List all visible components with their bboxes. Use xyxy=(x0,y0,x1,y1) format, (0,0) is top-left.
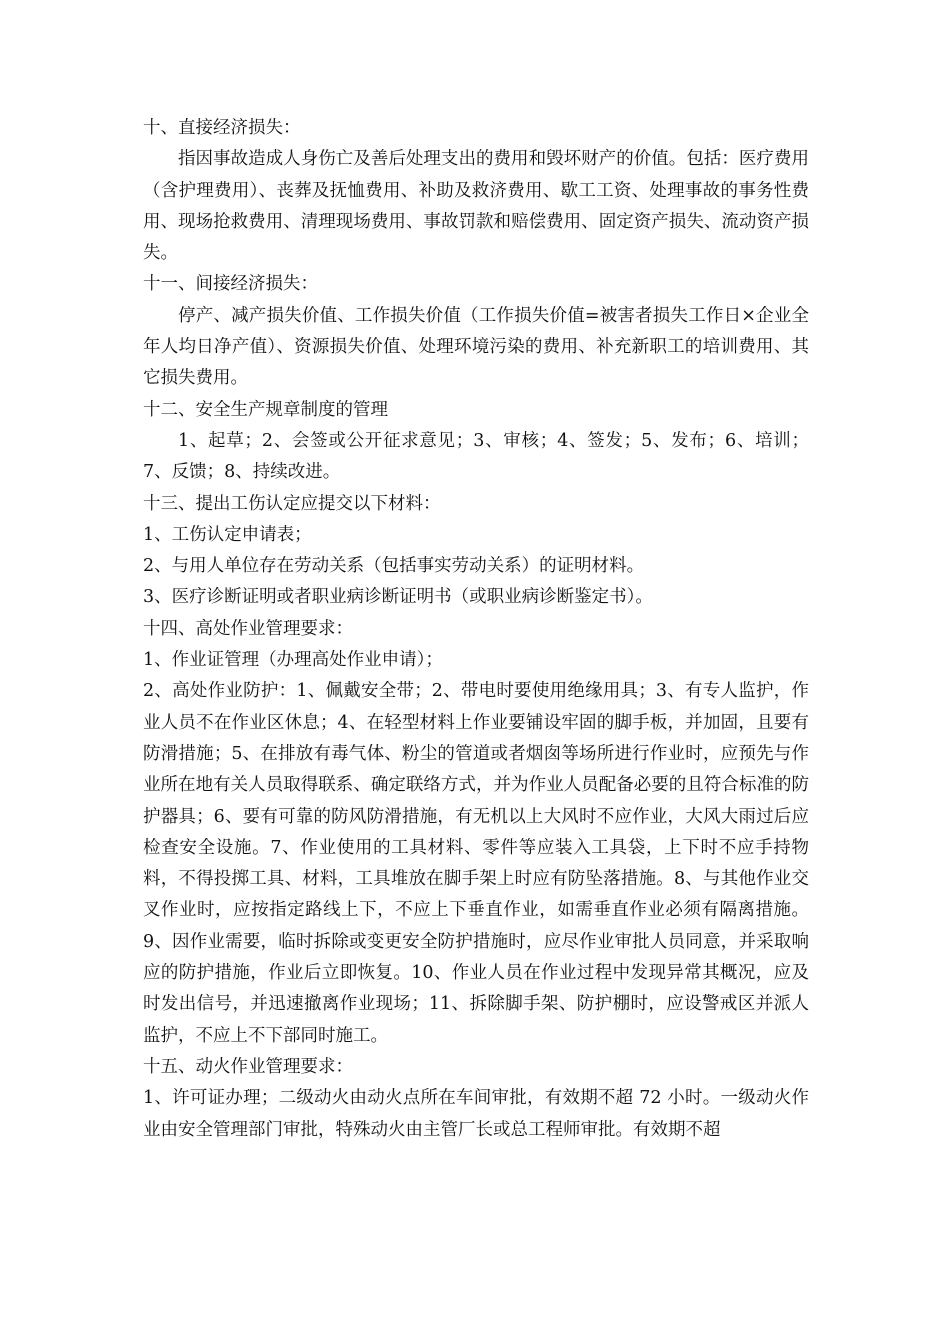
section-body-11: 停产、减产损失价值、工作损失价值（工作损失价值=被害者损失工作日×企业全年人均日净产值）、资源损失价值、处理环境污染的费用、补充新职工的培训费用、其它损失费用。 xyxy=(143,305,809,389)
list-item: 1、许可证办理；二级动火由动火点所在车间审批，有效期不超 72 小时。一级动火作业由安全管理部门审批，特殊动火由主管厂长或总工程师审批。有效期不超 xyxy=(143,1088,809,1140)
section-heading-12: 十二、安全生产规章制度的管理 xyxy=(143,399,388,420)
section-heading-15: 十五、动火作业管理要求： xyxy=(143,1056,353,1077)
list-item: 1、作业证管理（办理高处作业申请）； xyxy=(143,650,443,671)
list-item: 3、医疗诊断证明或者职业病诊断证明书（或职业病诊断鉴定书）。 xyxy=(143,587,653,608)
list-item: 1、工伤认定申请表； xyxy=(143,524,312,545)
list-item: 2、高处作业防护：1、佩戴安全带；2、带电时要使用绝缘用具；3、有专人监护，作业人员不在作业区休息；4、在轻型材料上作业要铺设牢固的脚手板，并加固，且要有防滑措施；5、在排放有毒气体、粉尘的管道或者烟囱等场所进行作业时，应预先与作业所在地有关人员取得联系、确定联络方式，并为作业人员配备必要的且符合标准的防护器具；6、要有可靠的防风防滑措施，有无机以上大风时不应作业，大风大雨过后应检查安全设施。7、作业使用的工具材料、零件等应装入工具袋，上下时不应手持物料，不得投掷工具、材料，工具堆放在脚手架上时应有防坠落措施。8、与其他作业交叉作业时，应按指定路线上下，不应上下垂直作业，如需垂直作业必须有隔离措施。9、因作业需要，临时拆除或变更安全防护措施时，应尽作业审批人员同意，并采取响应的防护措施，作业后立即恢复。10、作业人员在作业过程中发现异常其概况，应及时发出信号，并迅速撤离作业现场；11、拆除脚手架、防护棚时，应设警戒区并派人监护，不应上不下部同时施工。 xyxy=(143,681,809,1046)
section-body-12: 1、起草；2、会签或公开征求意见；3、审核；4、签发；5、发布；6、培训；7、反馈；8、持续改进。 xyxy=(143,430,809,483)
document-page xyxy=(143,113,809,1146)
section-heading-14: 十四、高处作业管理要求： xyxy=(143,618,353,639)
section-heading-13: 十三、提出工伤认定应提交以下材料： xyxy=(143,493,441,514)
list-item: 2、与用人单位存在劳动关系（包括事实劳动关系）的证明材料。 xyxy=(143,556,645,577)
section-heading-10: 十、直接经济损失： xyxy=(143,118,301,138)
section-body-10: 指因事故造成人身伤亡及善后处理支出的费用和毁坏财产的价值。包括：医疗费用（含护理费用）、丧葬及抚恤费用、补助及救济费用、歇工工资、处理事故的事务性费用、现场抢救费用、清理现场费用、事故罚款和赔偿费用、固定资产损失、流动资产损失。 xyxy=(143,149,809,264)
section-heading-11: 十一、间接经济损失： xyxy=(143,274,318,295)
